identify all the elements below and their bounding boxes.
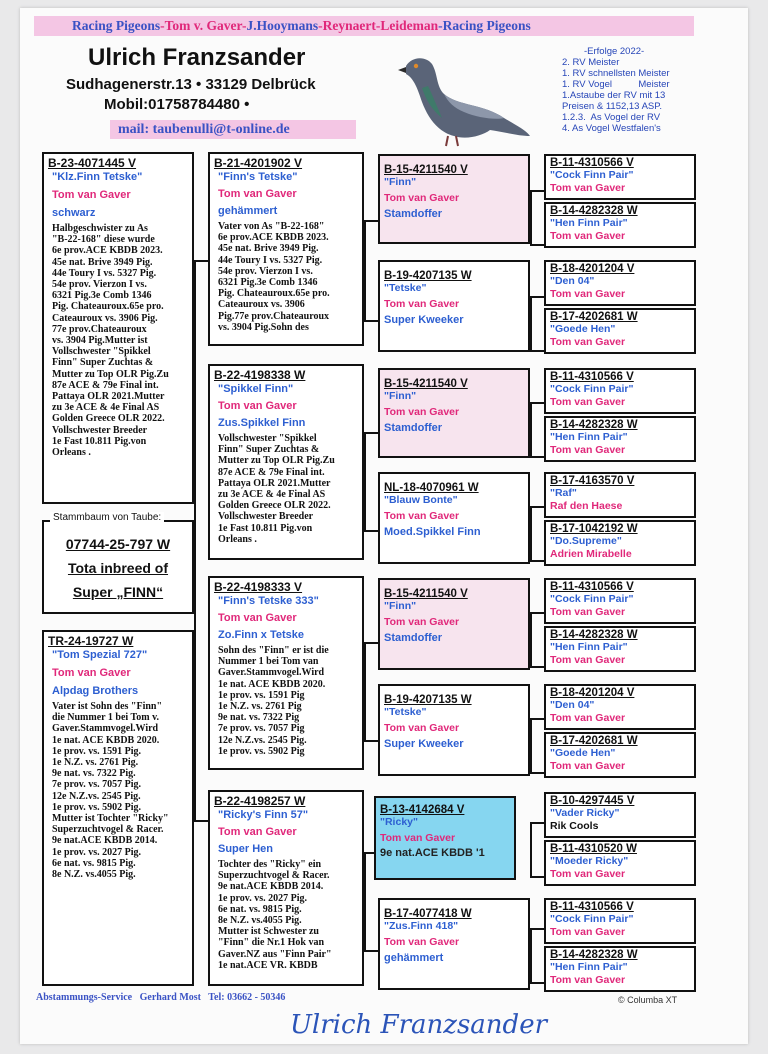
gen3-box-1[interactable] (378, 154, 530, 244)
banner-part-3: J.Hooymans (246, 18, 319, 33)
gen2-name: "Ricky's Finn 57" (218, 809, 309, 821)
gen4-breeder: Rik Cools (550, 820, 599, 832)
owner-name: Ulrich Franzsander (88, 44, 306, 71)
gen4-breeder: Tom van Gaver (550, 444, 626, 456)
gen4-box-12[interactable] (544, 732, 696, 778)
gen3-name: "Blauw Bonte" (384, 494, 458, 506)
gen3-box-4[interactable] (378, 472, 530, 564)
gen2-extra: Zus.Spikkel Finn (218, 417, 306, 429)
gen3-ring: B-13-4142684 V (380, 804, 465, 816)
gen3-ring: B-15-4211540 V (384, 378, 468, 390)
gen3-extra: Moed.Spikkel Finn (384, 526, 481, 538)
gen3-extra: Stamdoffer (384, 208, 443, 220)
gen4-breeder: Tom van Gaver (550, 868, 626, 880)
gen4-name: "Hen Finn Pair" (550, 217, 628, 229)
successes-title: -Erfolge 2022- (584, 46, 645, 57)
gen2-extra: Super Hen (218, 843, 274, 855)
success-line-1: 2. RV Meister (562, 57, 620, 68)
pedigree-line-2: Super „FINN“ (72, 584, 164, 600)
gen4-ring: B-14-4282328 W (550, 205, 638, 217)
gen2-info: Tochter des "Ricky" ein Superzuchtvogel & Racer. 9e nat.ACE KBDB 2014. 1e prov. vs. 2027 Pig. 6e nat. vs. 9815 Pig. 8e N.Z. vs.4055 Pig. Mutter ist Schwester zu "Finn" die Nr.1 Hok van Gaver.NZ aus "Finn Pair" 1e nat.ACE VR. KBDB (218, 859, 332, 971)
gen2-name: "Finn's Tetske" (218, 171, 298, 183)
gen2-box-3[interactable] (208, 576, 364, 770)
pedigree-number: 07744-25-797 W (65, 536, 171, 552)
pedigree-label: Stammbaum von Taube: (50, 512, 164, 523)
gen3-extra: gehämmert (384, 952, 444, 964)
gen4-breeder: Tom van Gaver (550, 974, 626, 986)
gen4-ring: B-14-4282328 W (550, 629, 638, 641)
gen3-extra: 9e nat.ACE KBDB '1 (380, 847, 485, 859)
gen4-breeder: Tom van Gaver (550, 654, 626, 666)
gen3-ring: B-17-4077418 W (384, 908, 472, 920)
gen4-box-7[interactable] (544, 472, 696, 518)
gen2-breeder: Tom van Gaver (218, 612, 297, 624)
gen4-ring: B-11-4310566 V (550, 581, 634, 593)
gen4-ring: B-18-4201204 V (550, 263, 635, 275)
gen2-name: "Finn's Tetske 333" (218, 595, 319, 607)
gen2-extra: gehämmert (218, 205, 278, 217)
gen4-breeder: Tom van Gaver (550, 712, 626, 724)
gen4-name: "Moeder Ricky" (550, 855, 629, 867)
gen4-box-10[interactable] (544, 626, 696, 672)
gen4-breeder: Tom van Gaver (550, 396, 626, 408)
gen3-breeder: Tom van Gaver (384, 192, 460, 204)
gen4-box-9[interactable] (544, 578, 696, 624)
gen3-breeder: Tom van Gaver (384, 510, 460, 522)
gen4-ring: B-14-4282328 W (550, 949, 638, 961)
gen2-ring: B-21-4201902 V (214, 156, 303, 170)
gen2-extra: Zo.Finn x Tetske (218, 629, 304, 641)
gen4-ring: B-11-4310566 V (550, 901, 634, 913)
owner-email[interactable]: mail: taubenulli@t-online.de (110, 120, 356, 139)
gen4-ring: B-11-4310566 V (550, 371, 634, 383)
gen4-breeder: Tom van Gaver (550, 182, 626, 194)
footer-copyright: © Columba XT (618, 995, 678, 1005)
gen4-name: "Do.Supreme" (550, 535, 622, 547)
owner-signature: Ulrich Franzsander (290, 1010, 548, 1040)
gen3-name: "Finn" (384, 600, 417, 612)
gen4-name: "Hen Finn Pair" (550, 431, 628, 443)
subject-box[interactable] (42, 630, 194, 986)
gen3-ring: B-15-4211540 V (384, 588, 468, 600)
gen4-box-6[interactable] (544, 416, 696, 462)
father-breeder: Tom van Gaver (52, 189, 131, 201)
gen4-box-16[interactable] (544, 946, 696, 992)
gen2-name: "Spikkel Finn" (218, 383, 294, 395)
gen4-breeder: Tom van Gaver (550, 336, 626, 348)
gen2-ring: B-22-4198333 V (214, 580, 303, 594)
gen3-name: "Zus.Finn 418" (384, 920, 459, 932)
gen4-name: "Raf" (550, 487, 577, 499)
subject-breeder: Tom van Gaver (52, 667, 131, 679)
gen2-breeder: Tom van Gaver (218, 400, 297, 412)
footer-service: Abstammungs-Service Gerhard Most Tel: 03662 - 50346 (36, 992, 286, 1003)
gen4-name: "Goede Hen" (550, 747, 616, 759)
gen4-name: "Vader Ricky" (550, 807, 620, 819)
banner-part-4: -Reynaert-Leideman (318, 18, 439, 33)
gen4-ring: B-11-4310520 W (550, 843, 637, 855)
gen4-ring: B-11-4310566 V (550, 157, 634, 169)
success-line-2: 1. RV schnellsten Meister (562, 68, 670, 79)
success-line-5: Preisen & 1152,13 ASP. (562, 101, 663, 112)
gen4-ring: B-17-4163570 V (550, 475, 635, 487)
pedigree-box (42, 520, 194, 614)
gen3-box-6[interactable] (378, 684, 530, 776)
gen4-box-1[interactable] (544, 154, 696, 200)
gen4-ring: B-18-4201204 V (550, 687, 635, 699)
banner-part-1: Racing Pigeons (72, 18, 161, 33)
gen3-breeder: Tom van Gaver (384, 936, 460, 948)
gen2-box-4[interactable] (208, 790, 364, 986)
gen2-breeder: Tom van Gaver (218, 826, 297, 838)
successes-block (562, 46, 670, 134)
gen3-name: "Finn" (384, 390, 417, 402)
gen4-box-13[interactable] (544, 792, 696, 838)
subject-extra: Alpdag Brothers (52, 685, 139, 697)
gen3-box-5[interactable] (378, 578, 530, 670)
gen3-breeder: Tom van Gaver (384, 298, 460, 310)
gen4-breeder: Tom van Gaver (550, 606, 626, 618)
gen4-box-5[interactable] (544, 368, 696, 414)
gen2-box-2[interactable] (208, 364, 364, 560)
gen4-box-3[interactable] (544, 260, 696, 306)
subject-info: Vater ist Sohn des "Finn" die Nummer 1 bei Tom v. Gaver.Stammvogel.Wird 1e nat. ACE KBDB 2020. 1e prov. vs. 1591 Pig. 1e N.Z. vs. 2761 Pig. 9e nat. vs. 7322 Pig. 7e prov. vs. 7057 Pig. 12e N.Z.vs. 2545 Pig. 1e prov. vs. 5902 Pig. Mutter ist Tochter "Ricky" Superzuchtvogel & Racer. 9e nat.ACE KBDB 2014. 1e prov. vs. 2027 Pig. 6e nat. vs. 9815 Pig. 8e N.Z. vs.4055 Pig. (52, 701, 169, 881)
gen4-ring: B-17-4202681 W (550, 311, 638, 323)
gen4-box-15[interactable] (544, 898, 696, 944)
gen3-box-3[interactable] (378, 368, 530, 458)
gen2-info: Vollschwester "Spikkel Finn" Super Zuchtas & Mutter zu Top OLR Pig.Zu 87e ACE & 79e Final int. Pattaya OLR 2021.Mutter zu 3e ACE & 4e Final AS Golden Greece OLR 2022. Vollschwester Breeder 1e Fast 10.811 Pig.von Orleans . (218, 433, 335, 545)
gen4-breeder: Tom van Gaver (550, 230, 626, 242)
father-info: Halbgeschwister zu As "B-22-168" diese wurde 6e prov.ACE KBDB 2023. 45e nat. Brive 3949 Pig. 44e Toury I vs. 5327 Pig. 54e prov. Vierzon I vs. 6321 Pig.3e Comb 1346 Pig. Chateauroux.65e pro. Cateauroux vs. 3906 Pig. 77e prov.Chateauroux vs. 3904 Pig.Mutter ist Vollschwester "Spikkel Finn" Super Zuchtas & Mutter zu Top OLR Pig.Zu 87e ACE & 79e Final int. Pattaya OLR 2021.Mutter zu 3e ACE & 4e Final AS Golden Greece OLR 2022. Vollschwester Breeder 1e Fast 10.811 Pig.von Orleans . (52, 223, 169, 459)
gen2-ring: B-22-4198257 W (214, 794, 306, 808)
pedigree-line-1: Tota inbreed of (67, 560, 169, 576)
success-line-3: 1. RV Vogel Meister (562, 79, 670, 90)
success-line-6: 1.2.3. As Vogel der RV (562, 112, 661, 123)
gen4-ring: B-10-4297445 V (550, 795, 635, 807)
gen3-name: "Finn" (384, 176, 417, 188)
gen3-breeder: Tom van Gaver (380, 832, 456, 844)
gen3-ring: B-19-4207135 W (384, 694, 472, 706)
banner-part-2: -Tom v. Gaver- (160, 18, 247, 33)
gen4-name: "Cock Finn Pair" (550, 593, 634, 605)
gen4-name: "Cock Finn Pair" (550, 913, 634, 925)
gen4-ring: B-17-4202681 W (550, 735, 638, 747)
owner-mobile: Mobil:01758784480 • (104, 96, 250, 113)
gen3-extra: Super Kweeker (384, 738, 464, 750)
gen3-extra: Stamdoffer (384, 632, 443, 644)
gen3-name: "Tetske" (384, 282, 427, 294)
gen3-breeder: Tom van Gaver (384, 722, 460, 734)
gen3-ring: B-15-4211540 V (384, 164, 468, 176)
owner-address: Sudhagenerstr.13 • 33129 Delbrück (66, 76, 316, 93)
gen3-breeder: Tom van Gaver (384, 616, 460, 628)
gen4-name: "Cock Finn Pair" (550, 383, 634, 395)
father-box[interactable] (42, 152, 194, 504)
father-extra: schwarz (52, 207, 96, 219)
gen3-name: "Ricky" (380, 816, 418, 828)
gen3-ring: NL-18-4070961 W (384, 482, 479, 494)
gen2-breeder: Tom van Gaver (218, 188, 297, 200)
gen4-breeder: Adrien Mirabelle (550, 548, 632, 560)
gen4-breeder: Tom van Gaver (550, 760, 626, 772)
gen4-name: "Hen Finn Pair" (550, 641, 628, 653)
gen4-box-14[interactable] (544, 840, 696, 886)
header-banner (34, 16, 694, 36)
gen4-box-11[interactable] (544, 684, 696, 730)
gen4-name: "Goede Hen" (550, 323, 616, 335)
gen4-name: "Den 04" (550, 699, 595, 711)
success-line-7: 4. As Vogel Westfalen's (562, 123, 661, 134)
gen3-extra: Stamdoffer (384, 422, 443, 434)
gen3-breeder: Tom van Gaver (384, 406, 460, 418)
gen4-breeder: Tom van Gaver (550, 288, 626, 300)
father-name: "Klz.Finn Tetske" (52, 171, 143, 183)
gen2-box-1[interactable] (208, 152, 364, 346)
gen4-name: "Hen Finn Pair" (550, 961, 628, 973)
father-ring: B-23-4071445 V (48, 156, 137, 170)
gen4-box-4[interactable] (544, 308, 696, 354)
gen4-name: "Cock Finn Pair" (550, 169, 634, 181)
gen4-ring: B-17-1042192 W (550, 523, 638, 535)
success-line-4: 1.Astaube der RV mit 13 (562, 90, 666, 101)
gen2-info: Vater von As "B-22-168" 6e prov.ACE KBDB 2023. 45e nat. Brive 3949 Pig. 44e Toury I vs. 5327 Pig. 54e prov. Vierzon I vs. 6321 Pig.3e Comb 1346 Pig. Chateauroux.65e pro. Cateauroux vs. 3906 Pig.77e prov.Chateauroux vs. 3904 Pig.Sohn des (218, 221, 330, 333)
subject-name: "Tom Spezial 727" (52, 649, 148, 661)
gen3-box-2[interactable] (378, 260, 530, 352)
pigeon-icon (392, 48, 532, 148)
gen3-name: "Tetske" (384, 706, 427, 718)
gen4-breeder: Tom van Gaver (550, 926, 626, 938)
gen4-box-8[interactable] (544, 520, 696, 566)
gen3-box-8[interactable] (378, 898, 530, 990)
gen3-ring: B-19-4207135 W (384, 270, 472, 282)
gen4-box-2[interactable] (544, 202, 696, 248)
gen4-name: "Den 04" (550, 275, 595, 287)
banner-part-5: - (438, 18, 443, 33)
gen4-ring: B-14-4282328 W (550, 419, 638, 431)
banner-part-6: Racing Pigeons (442, 18, 531, 33)
gen4-breeder: Raf den Haese (550, 500, 623, 512)
gen2-ring: B-22-4198338 W (214, 368, 306, 382)
gen3-box-7[interactable] (374, 796, 516, 880)
gen3-extra: Super Kweeker (384, 314, 464, 326)
gen2-info: Sohn des "Finn" er ist die Nummer 1 bei Tom van Gaver.Stammvogel.Wird 1e nat. ACE KBDB 2020. 1e prov. vs. 1591 Pig 1e N.Z. vs. 2761 Pig 9e nat. vs. 7322 Pig 7e prov. vs. 7057 Pig 12e N.Z.vs. 2545 Pig. 1e prov. vs. 5902 Pig (218, 645, 329, 757)
subject-ring: TR-24-19727 W (48, 634, 134, 648)
